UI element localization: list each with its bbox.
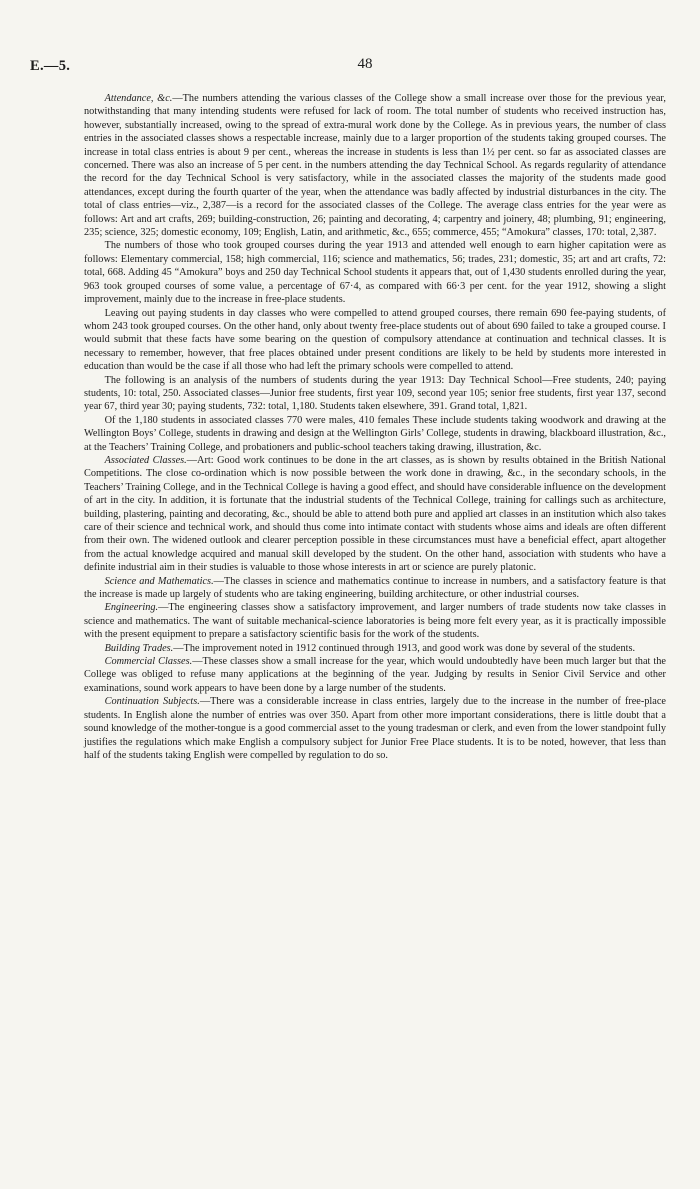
- page-number: 48: [357, 56, 373, 72]
- paragraph-continuation-subjects: [84, 695, 666, 762]
- paragraph-heading: Attendance, &c.: [104, 93, 173, 104]
- paragraph-text: —The improvement noted in 1912 continued through 1913, and good work was done by several of the students.: [173, 642, 636, 654]
- paragraph-text: The following is an analysis of the numbers of students during the year 1913: Day Technical School—Free students, 240; paying students, 10: total, 250. Associated classes—Junior free students, first year 109, second year 105; senior free students, first year 137, second year 67, third year 30; paying students, 732: total, 1,180. Students taken elsewhere, 391. Grand total, 1,821.: [84, 374, 666, 413]
- paragraph-paying-students: [84, 307, 666, 374]
- paragraph-text: —There was a considerable increase in class entries, largely due to the increase in the number of free-place students. In English alone the number of entries was over 350. Apart from other more important considerations, there is little doubt that a sound knowledge of the mother-tongue is a good commercial asset to the young tradesman or clerk, and even from the lower standpoint fully justifies the regulations which make English a compulsory subject for Junior Free Place students. It is to be noted, however, that less than half of the students taking English were compelled by regulation to do so.: [84, 696, 666, 761]
- paragraph-associated-classes: [84, 454, 666, 575]
- report-body: [84, 92, 666, 762]
- paragraph-heading: Building Trades.: [104, 642, 174, 654]
- paragraph-text: Leaving out paying students in day classes who were compelled to attend grouped courses, there remain 690 fee-paying students, of whom 243 took grouped courses. On the other hand, only about twenty free-place students out of about 690 failed to take a grouped course. I would submit that these facts have some bearing on the question of compulsory attendance at continuation and technical classes. It is necessary to remember, however, that free places obtained under present conditions are likely to be held by students more interested in education than would be the case if all those who had left the primary schools were compelled to attend.: [84, 307, 666, 373]
- paragraph-text: —The classes in science and mathematics continue to increase in numbers, and a satisfactory feature is that the increase is made up largely of students who are taking engineering, building architecture, or other industrial courses.: [84, 575, 667, 601]
- paragraph-text: —Art: Good work continues to be done in the art classes, as is shown by results obtained in the British National Competitions. The close co-ordination which is now possible between the work done in drawing, &c., in the secondary schools, in the Teachers’ Training College, and in the Technical College is having a good effect, and should have considerable influence on the development of art in the city. In addition, it is fortunate that the industrial students of the Technical College, training for callings such as architecture, building, plastering, painting and decorating, &c., should be able to attend both pure and applied art classes in an institution which also takes care of their science and technical work, and should thus come into intimate contact with students whose aims and ideals are often different from their own. The widened outlook and clearer perception possible in these circumstances must have a beneficial effect, apart altogether from the actual knowledge acquired and manual skill developed by the student. On the other hand, association with students who have a definite industrial aim in their studies is valuable to those whose interests in art or science are purely platonic.: [84, 454, 666, 574]
- paragraph-analysis: [84, 374, 666, 414]
- paragraph-heading: Engineering.: [104, 602, 159, 614]
- paragraph-heading: Science and Mathematics.: [104, 575, 214, 587]
- paragraph-text: —The numbers attending the various classes of the College show a small increase over those for the previous year, notwithstanding that many intending students were refused for lack of room. The total number of students who received instruction has, however, substantially increased, owing to the spread of extra-mural work done by the College. As in previous years, the number of class entries in the associated classes shows a respectable increase, mainly due to a larger proportion of the students taking grouped courses. The increase in total class entries is about 9 per cent., whereas the increase in students is less than 1½ per cent. so far as associated classes are concerned. There was also an increase of 5 per cent. in the numbers attending the day Technical School. As regards regularity of attendance the record for the day Technical School is very satisfactory, while in the associated classes the majority of the students made good attendances, except during the fourth quarter of the year, when the attendance was badly affected by industrial disturbances in the city. The total of class entries—viz., 2,387—is a record for the associated classes of the College. The average class entries for the year were as follows: Art and art crafts, 269; building-construction, 26; painting and decorating, 4; carpentry and joinery, 48; plumbing, 91; engineering, 235; science, 325; domestic economy, 109; English, Latin, and arithmetic, &c., 655; commerce, 455; “Amokura” classes, 170: total, 2,387.: [84, 93, 666, 239]
- paragraph-heading: Continuation Subjects.: [104, 696, 200, 708]
- paragraph-associated-students: [84, 414, 666, 454]
- paragraph-engineering: [84, 601, 666, 641]
- paragraph-commercial-classes: [84, 655, 666, 695]
- paragraph-science-mathematics: [84, 575, 666, 602]
- paragraph-heading: Associated Classes.: [104, 454, 187, 466]
- paragraph-text: Of the 1,180 students in associated classes 770 were males, 410 females These include students taking woodwork and drawing at the Wellington Boys’ College, students in drawing and design at the Wellington Girls’ College, students in drawing, blackboard illustration, &c., at the Teachers’ Training College, and probationers and public-school teachers taking drawing, illustration, &c.: [84, 414, 666, 453]
- paragraph-text: The numbers of those who took grouped courses during the year 1913 and attended well enough to earn higher capitation were as follows: Elementary commercial, 158; high commercial, 116; science and mathematics, 56; trades, 231; domestic, 35; art and art crafts, 72: total, 668. Adding 45 “Amokura” boys and 250 day Technical School students it appears that, out of 1,430 students enrolled during the year, 963 took grouped courses of some value, a percentage of 67·4, as compared with 66·3 per cent. for the year 1912, showing a slight improvement, mainly due to the increase in free-place students.: [84, 240, 666, 306]
- paragraph-attendance: [84, 92, 666, 239]
- document-reference: E.—5.: [30, 58, 71, 74]
- paragraph-heading: Commercial Classes.: [104, 656, 193, 668]
- paragraph-text: —The engineering classes show a satisfactory improvement, and larger numbers of trade students now take classes in science and mathematics. The want of suitable mechanical-science laboratories is being more felt every year, as it is practically impossible with the present equipment to prepare a satisfactory scientific basis for the work of the students.: [84, 602, 666, 641]
- paragraph-building-trades: [84, 642, 666, 655]
- paragraph-grouped-courses: [84, 239, 666, 306]
- paragraph-text: —These classes show a small increase for the year, which would undoubtedly have been much larger but that the College was obliged to refuse many applications at the beginning of the year. Judging by results in Senior Civil Service and other examinations, sound work appears to have been done by a large number of the students.: [84, 656, 666, 694]
